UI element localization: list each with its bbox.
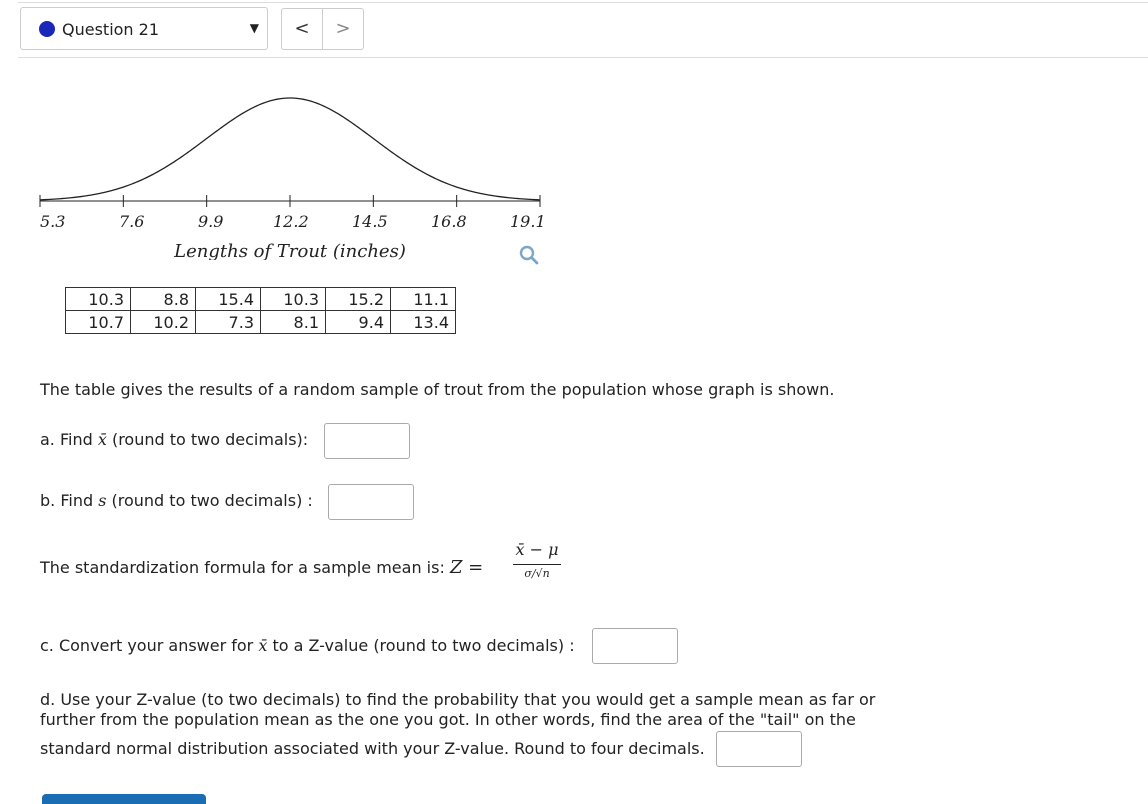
part-d-line-2: further from the population mean as the one you got. In other words, find the area of the "tail" on the	[40, 710, 856, 729]
table-row	[66, 288, 456, 311]
table-cell: 10.2	[131, 311, 196, 334]
caret-down-icon: ▼	[249, 21, 259, 35]
x-bar-symbol: x̄	[97, 430, 107, 449]
next-question-button[interactable]: >	[322, 8, 364, 50]
tail-area-input[interactable]	[716, 731, 802, 767]
submit-button[interactable]	[42, 794, 206, 804]
tick-label: 16.8	[431, 212, 467, 231]
part-b-suffix: (round to two decimals) :	[106, 491, 313, 510]
table-cell: 15.4	[196, 288, 261, 311]
fraction-numerator: x̄ − μ	[515, 540, 559, 559]
formula-text	[40, 557, 483, 578]
tick-label: 5.3	[40, 212, 66, 231]
table-cell: 8.1	[261, 311, 326, 334]
x-axis-label: Lengths of Trout (inches)	[174, 241, 406, 260]
top-divider	[18, 2, 1148, 3]
s-symbol: s	[98, 491, 107, 510]
table-cell: 9.4	[326, 311, 391, 334]
intro-text: The table gives the results of a random sample of trout from the population whose graph is shown.	[40, 380, 835, 399]
formula-intro: The standardization formula for a sample mean is:	[40, 558, 450, 577]
sample-mean-input[interactable]	[324, 423, 410, 459]
table-cell: 8.8	[131, 288, 196, 311]
standardization-fraction	[513, 540, 561, 581]
previous-question-button[interactable]: <	[281, 8, 323, 50]
table-cell: 13.4	[391, 311, 456, 334]
normal-curve	[40, 98, 540, 200]
part-c-suffix: to a Z-value (round to two decimals) :	[267, 636, 575, 655]
question-status-dot	[39, 21, 55, 37]
fraction-bar	[513, 564, 561, 565]
part-c-prefix: c. Convert your answer for	[40, 636, 259, 655]
part-c-prompt	[40, 636, 575, 655]
x-bar-symbol: x̄	[258, 636, 268, 655]
tick-label: 7.6	[119, 212, 145, 231]
formula-lhs: Z =	[449, 557, 484, 578]
header-divider	[18, 57, 1148, 58]
table-cell: 7.3	[196, 311, 261, 334]
part-b-prefix: b. Find	[40, 491, 99, 510]
part-a-prompt	[40, 430, 308, 449]
fraction-denominator: σ/√n	[524, 567, 550, 580]
table-cell: 11.1	[391, 288, 456, 311]
part-d-line-3: standard normal distribution associated with your Z-value. Round to four decimals.	[40, 739, 705, 758]
tick-label: 14.5	[352, 212, 388, 231]
search-icon[interactable]	[518, 244, 540, 266]
part-a-suffix: (round to two decimals):	[106, 430, 309, 449]
tick-label: 12.2	[273, 212, 309, 231]
table-cell: 15.2	[326, 288, 391, 311]
part-b-prompt	[40, 491, 313, 510]
trout-length-distribution-graph	[0, 60, 560, 260]
part-d-line-1: d. Use your Z-value (to two decimals) to find the probability that you would get a sample mean as far or	[40, 690, 876, 709]
z-value-input[interactable]	[592, 628, 678, 664]
part-a-prefix: a. Find	[40, 430, 98, 449]
tick-label: 19.1	[510, 212, 546, 231]
question-selector[interactable]	[20, 7, 268, 50]
table-cell: 10.7	[66, 311, 131, 334]
table-row	[66, 311, 456, 334]
trout-sample-table	[65, 287, 456, 334]
tick-label: 9.9	[198, 212, 224, 231]
question-label: Question 21	[62, 20, 160, 39]
table-cell: 10.3	[66, 288, 131, 311]
sample-sd-input[interactable]	[328, 484, 414, 520]
table-cell: 10.3	[261, 288, 326, 311]
